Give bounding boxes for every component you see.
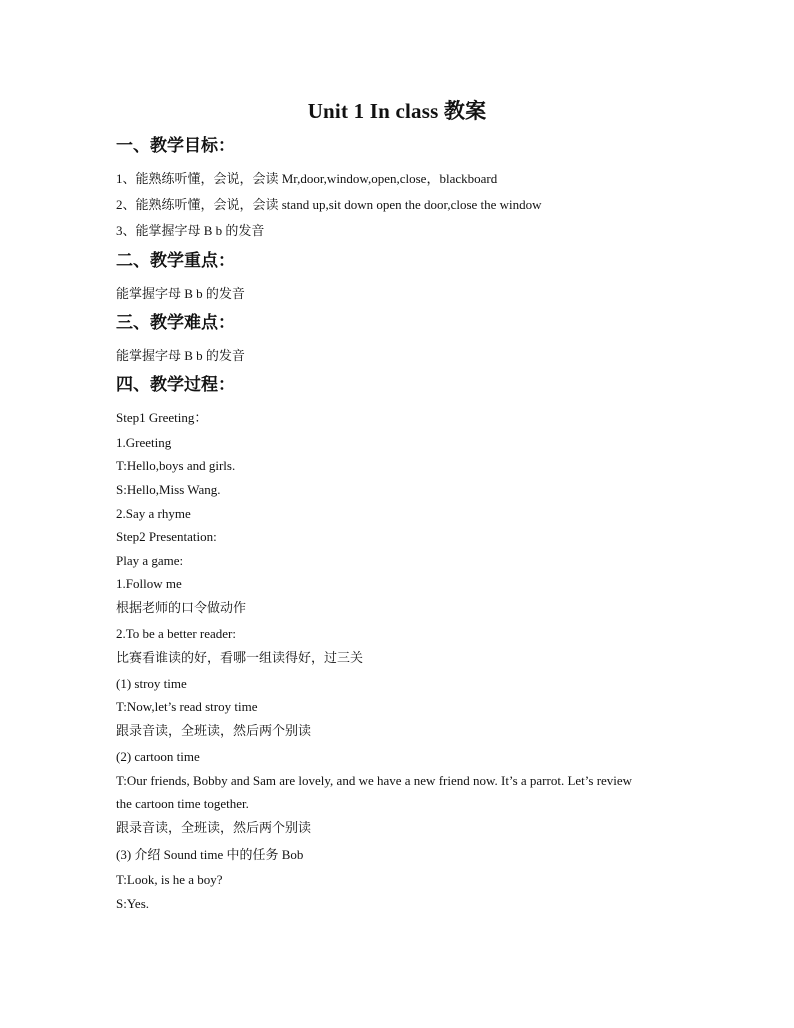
process-line: 跟录音读，全班读，然后两个别读 — [116, 820, 312, 835]
objective-item-3: 3、能掌握字母 B b 的发音 — [116, 223, 265, 238]
process-line: S:Hello,Miss Wang. — [116, 482, 221, 497]
document-title: Unit 1 In class 教案 — [307, 99, 487, 123]
process-line: 跟录音读，全班读，然后两个别读 — [116, 723, 312, 738]
process-line: 1.Greeting — [116, 435, 172, 450]
key-points-text: 能掌握字母 B b 的发音 — [116, 286, 245, 301]
objective-item-1: 1、能熟练听懂，会说，会读 Mr,door,window,open,close，blackboard — [116, 171, 498, 186]
process-line: (1) stroy time — [116, 676, 187, 691]
process-line: 1.Follow me — [116, 576, 182, 591]
process-line: (2) cartoon time — [116, 749, 200, 764]
heading-process: 四、教学过程： — [116, 375, 235, 395]
process-line: Play a game: — [116, 553, 184, 568]
process-line: 根据老师的口令做动作 — [116, 600, 247, 615]
process-line: 2.To be a better reader: — [116, 626, 236, 641]
heading-key-points: 二、教学重点： — [116, 251, 235, 271]
process-line: 比赛看谁读的好，看哪一组读得好，过三关 — [116, 650, 364, 665]
process-line: T:Our friends, Bobby and Sam are lovely, and we have a new friend now. It’s a parrot. Let’s review — [116, 773, 633, 788]
process-line: (3) 介绍 Sound time 中的任务 Bob — [116, 847, 304, 862]
process-line: the cartoon time together. — [116, 796, 249, 811]
heading-difficulties: 三、教学难点： — [116, 313, 235, 333]
process-line: T:Now,let’s read stroy time — [116, 699, 258, 714]
process-line: 2.Say a rhyme — [116, 506, 191, 521]
process-line: S:Yes. — [116, 896, 150, 911]
process-line: Step1 Greeting： — [116, 410, 208, 425]
difficulties-text: 能掌握字母 B b 的发音 — [116, 348, 245, 363]
process-line: T:Hello,boys and girls. — [116, 458, 236, 473]
objective-item-2: 2、能熟练听懂，会说，会读 stand up,sit down open the door,close the window — [116, 197, 542, 212]
process-line: T:Look, is he a boy? — [116, 872, 223, 887]
process-line: Step2 Presentation: — [116, 529, 217, 544]
heading-objectives: 一、教学目标： — [116, 136, 235, 156]
